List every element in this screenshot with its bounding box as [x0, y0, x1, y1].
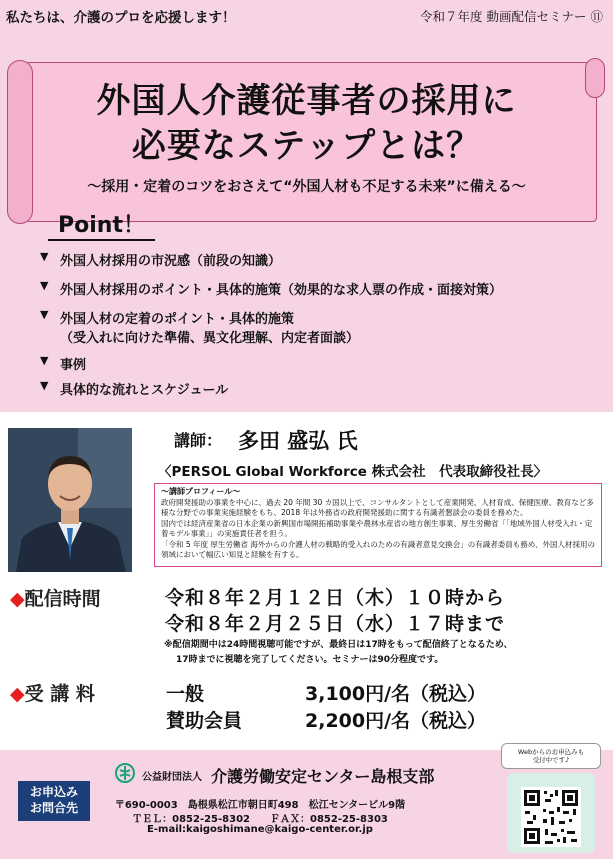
qr-caption — [501, 743, 601, 769]
point-subtext: （受入れに向けた準備、異文化理解、内定者面談） — [60, 331, 360, 346]
point-item — [38, 250, 598, 269]
qr-caption-line: 受付中です♪ — [532, 756, 570, 764]
tagline: 私たちは、介護のプロを応援します！ — [6, 10, 236, 26]
triangle-down-icon: ▼ — [40, 379, 49, 392]
main-title-line2: 必要なステップとは？ — [131, 126, 482, 166]
diamond-icon: ◆ — [10, 683, 25, 705]
delivery-heading — [10, 584, 101, 611]
diamond-icon: ◆ — [10, 588, 25, 610]
profile-paragraph: 国内では経済産業省の日本企業の新興国市場開拓補助事業や農林水産省の地方創生事業、厚生労働省「「地域外国人材受入れ・定着モデル事業」」の実施責任者を担う。 — [161, 518, 593, 538]
point-list — [38, 250, 598, 398]
lecturer-label: 講師： — [174, 431, 223, 450]
triangle-down-icon: ▼ — [40, 354, 49, 367]
fee-general-price: 3,100円/名（税込） — [305, 683, 487, 705]
lecturer-name: 多田 盛弘 氏 — [238, 429, 358, 453]
profile-heading: 〜講師プロフィール〜 — [161, 487, 241, 496]
fee-general-label: 一般 — [166, 683, 205, 705]
triangle-down-icon: ▼ — [40, 250, 49, 263]
organization-logo-icon — [115, 763, 135, 783]
main-title-line1: 外国人介護従事者の採用に — [96, 81, 517, 121]
delivery-note — [164, 638, 604, 668]
organization-address: 〒690-0003 島根県松江市朝日町498 松江センタービル9階 — [114, 800, 406, 811]
point-item — [38, 379, 598, 398]
note-line: ※配信期間中は24時間視聴可能ですが、最終日は17時をもって配信終了となるため、 — [164, 640, 513, 650]
point-text: 具体的な流れとスケジュール — [60, 383, 229, 398]
seminar-number: 令和７年度 動画配信セミナー ⑪ — [420, 9, 603, 24]
lecturer-profile — [154, 483, 602, 567]
qr-code-icon[interactable] — [521, 787, 581, 847]
lecturer-organization: 〈PERSOL Global Workforce 株式会社 代表取締役社長〉 — [158, 464, 548, 480]
fee-heading-text: 受 講 料 — [24, 683, 95, 705]
point-text: 外国人材採用の市況感（前段の知識） — [60, 254, 282, 269]
organization-phone-fax: ＴＥＬ：0852-25-8302 ＦＡＸ：0852-25-8303 — [132, 814, 388, 825]
point-item — [38, 279, 598, 298]
profile-paragraph: 政府開発援助の事業を中心に、過去 20 年間 30 カ国以上で、コンサルタントとして産業開発、人材育成、保健医療、教育など多様な分野での事業実施経験をもち、2018 年は外務省の政府開発援助に関する有識者懇談会の委員を務めた。 — [161, 497, 594, 517]
fee-member-price: 2,200円/名（税込） — [305, 710, 487, 732]
triangle-down-icon: ▼ — [40, 308, 49, 321]
contact-label: お申込み — [29, 785, 78, 799]
point-text: 外国人材の定着のポイント・具体的施策 — [60, 312, 295, 327]
delivery-heading-text: 配信時間 — [24, 588, 101, 610]
organization-email[interactable]: E-mail:kaigoshimane@kaigo-center.or.jp — [147, 824, 373, 835]
profile-paragraph: 「令和 5 年度 厚生労働省 海外からの介護人材の戦略的受入れのための有識者意見交換会」の有識者委員も務め、外国人材採用の領域において幅広い知見と経験を有する。 — [161, 539, 596, 559]
point-heading: Point！ — [48, 208, 155, 241]
triangle-down-icon: ▼ — [40, 279, 49, 292]
contact-label: お問合先 — [29, 801, 78, 815]
fee-heading — [10, 679, 95, 706]
note-line: 17時までに視聴を完了してください。セミナーは90分程度です。 — [176, 655, 444, 665]
point-item — [38, 308, 598, 346]
qr-code-block[interactable] — [501, 743, 601, 855]
point-item — [38, 354, 598, 373]
delivery-end: 令和８年２月２５日（水）１７時まで — [165, 613, 506, 635]
qr-caption-line: Webからのお申込みも — [517, 748, 585, 756]
subtitle: 〜採用・定着のコツをおさえて“外国人材も不足する未来”に備える〜 — [87, 179, 526, 195]
lecturer-photo — [8, 428, 132, 572]
point-text: 外国人材採用のポイント・具体的施策（効果的な求人票の作成・面接対策） — [60, 283, 503, 298]
delivery-start: 令和８年２月１２日（木）１０時から — [165, 587, 506, 609]
fee-member-label: 賛助会員 — [166, 710, 243, 732]
organization-prefix: 公益財団法人 — [142, 772, 202, 783]
organization-name: 介護労働安定センター島根支部 — [211, 767, 435, 786]
point-text: 事例 — [60, 358, 87, 373]
